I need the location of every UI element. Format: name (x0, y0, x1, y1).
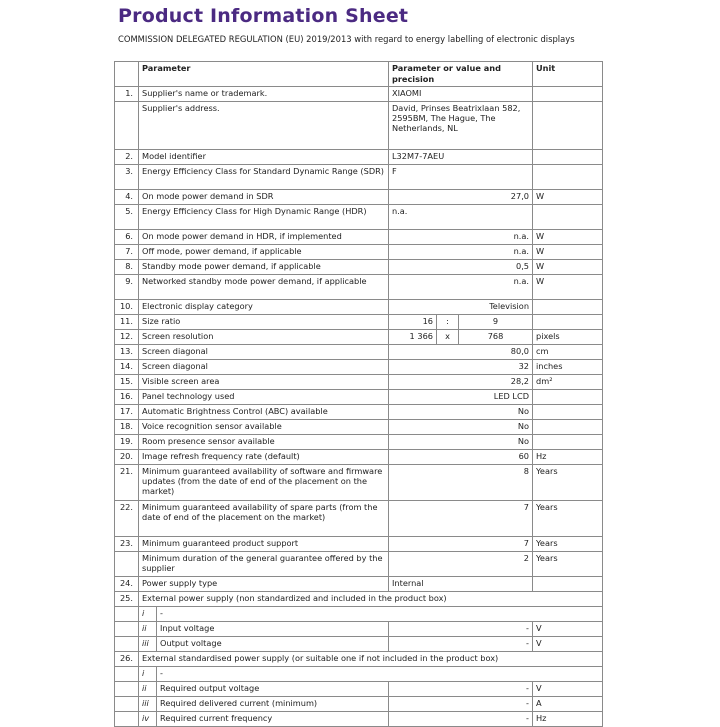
table-row (115, 360, 603, 375)
row-unit (533, 315, 603, 330)
row-parameter: On mode power demand in HDR, if implemented (139, 230, 389, 245)
header-unit: Unit (533, 62, 603, 87)
table-header-row (115, 62, 603, 87)
table-row (115, 420, 603, 435)
row-parameter: Minimum guaranteed availability of software and firmware updates (from the date of end of the placement on the market) (139, 465, 389, 501)
row-number: 24. (115, 577, 139, 592)
row-subitem: iii (139, 697, 157, 712)
row-value: - (389, 712, 533, 727)
row-parameter: Automatic Brightness Control (ABC) available (139, 405, 389, 420)
row-number: 8. (115, 260, 139, 275)
table-row (115, 450, 603, 465)
row-unit: Years (533, 537, 603, 552)
row-unit: Years (533, 465, 603, 501)
row-value: 80,0 (389, 345, 533, 360)
row-number (115, 637, 139, 652)
row-parameter: Output voltage (157, 637, 389, 652)
page-title: Product Information Sheet (118, 5, 409, 27)
table-row (115, 552, 603, 577)
row-unit (533, 420, 603, 435)
row-value: 32 (389, 360, 533, 375)
row-value: 7 (389, 537, 533, 552)
row-number (115, 552, 139, 577)
table-row (115, 435, 603, 450)
ratio-height: 9 (459, 315, 533, 330)
row-unit: W (533, 230, 603, 245)
row-unit (533, 205, 603, 230)
row-number: 18. (115, 420, 139, 435)
row-unit: cm (533, 345, 603, 360)
row-value: n.a. (389, 275, 533, 300)
row-unit (533, 435, 603, 450)
table-row (115, 667, 603, 682)
table-row (115, 345, 603, 360)
row-unit: V (533, 682, 603, 697)
table-row (115, 577, 603, 592)
row-unit: W (533, 245, 603, 260)
row-parameter: Size ratio (139, 315, 389, 330)
table-row (115, 230, 603, 245)
row-value: n.a. (389, 230, 533, 245)
row-unit (533, 102, 603, 150)
row-value: - (389, 637, 533, 652)
row-parameter: Room presence sensor available (139, 435, 389, 450)
product-info-table (114, 61, 603, 727)
row-parameter: Energy Efficiency Class for Standard Dynamic Range (SDR) (139, 165, 389, 190)
table-row (115, 405, 603, 420)
row-unit (533, 405, 603, 420)
row-parameter: Voice recognition sensor available (139, 420, 389, 435)
regulation-subtitle: COMMISSION DELEGATED REGULATION (EU) 2019/2013 with regard to energy labelling of electronic displays (118, 34, 575, 44)
row-number: 6. (115, 230, 139, 245)
row-unit: W (533, 275, 603, 300)
row-parameter: Supplier's name or trademark. (139, 87, 389, 102)
row-value: n.a. (389, 205, 533, 230)
row-unit: Years (533, 501, 603, 537)
row-parameter: External standardised power supply (or suitable one if not included in the product box) (139, 652, 603, 667)
table-row (115, 87, 603, 102)
row-value: n.a. (389, 245, 533, 260)
table-row (115, 637, 603, 652)
row-parameter: - (157, 607, 603, 622)
row-number: 13. (115, 345, 139, 360)
row-value: David, Prinses Beatrixlaan 582, 2595BM, The Hague, The Netherlands, NL (389, 102, 533, 150)
row-number: 9. (115, 275, 139, 300)
table-row (115, 697, 603, 712)
table-row (115, 205, 603, 230)
row-value: - (389, 697, 533, 712)
row-unit: Hz (533, 712, 603, 727)
row-unit (533, 165, 603, 190)
table-row (115, 682, 603, 697)
row-parameter: On mode power demand in SDR (139, 190, 389, 205)
row-parameter: - (157, 667, 603, 682)
row-number: 14. (115, 360, 139, 375)
table-row (115, 275, 603, 300)
row-number (115, 697, 139, 712)
row-value: L32M7-7AEU (389, 150, 533, 165)
row-number: 22. (115, 501, 139, 537)
row-unit: A (533, 697, 603, 712)
row-unit (533, 87, 603, 102)
row-number: 23. (115, 537, 139, 552)
row-unit: Years (533, 552, 603, 577)
row-parameter: Minimum guaranteed availability of spare parts (from the date of end of the placement on the market) (139, 501, 389, 537)
row-value: Internal (389, 577, 533, 592)
header-value: Parameter or value and precision (389, 62, 533, 87)
row-number: 25. (115, 592, 139, 607)
row-number (115, 622, 139, 637)
row-value: No (389, 420, 533, 435)
row-parameter: Supplier's address. (139, 102, 389, 150)
table-row (115, 315, 603, 330)
row-unit (533, 577, 603, 592)
row-parameter: Required output voltage (157, 682, 389, 697)
row-number: 3. (115, 165, 139, 190)
row-number: 2. (115, 150, 139, 165)
row-subitem: ii (139, 682, 157, 697)
row-parameter: Model identifier (139, 150, 389, 165)
row-number: 12. (115, 330, 139, 345)
row-unit: W (533, 260, 603, 275)
table-row (115, 537, 603, 552)
table-row (115, 300, 603, 315)
row-number: 7. (115, 245, 139, 260)
row-unit: V (533, 637, 603, 652)
row-unit: pixels (533, 330, 603, 345)
row-parameter: Screen diagonal (139, 345, 389, 360)
row-unit: Hz (533, 450, 603, 465)
row-parameter: Energy Efficiency Class for High Dynamic Range (HDR) (139, 205, 389, 230)
table-row (115, 102, 603, 150)
row-value: LED LCD (389, 390, 533, 405)
row-number (115, 607, 139, 622)
resolution-separator: x (437, 330, 459, 345)
row-unit: V (533, 622, 603, 637)
row-value: 7 (389, 501, 533, 537)
table-row (115, 165, 603, 190)
row-parameter: Input voltage (157, 622, 389, 637)
row-subitem: i (139, 607, 157, 622)
row-subitem: i (139, 667, 157, 682)
row-value: 8 (389, 465, 533, 501)
row-parameter: Visible screen area (139, 375, 389, 390)
row-unit (533, 300, 603, 315)
row-number (115, 102, 139, 150)
table-row (115, 607, 603, 622)
row-number: 16. (115, 390, 139, 405)
product-information-sheet (108, 0, 608, 723)
row-unit: dm² (533, 375, 603, 390)
row-parameter: Standby mode power demand, if applicable (139, 260, 389, 275)
table-row (115, 592, 603, 607)
row-value: 2 (389, 552, 533, 577)
row-parameter: Required delivered current (minimum) (157, 697, 389, 712)
row-parameter: Off mode, power demand, if applicable (139, 245, 389, 260)
ratio-separator: : (437, 315, 459, 330)
table-row (115, 190, 603, 205)
row-unit (533, 390, 603, 405)
row-number: 21. (115, 465, 139, 501)
table-row (115, 330, 603, 345)
row-parameter: Minimum guaranteed product support (139, 537, 389, 552)
table-row (115, 260, 603, 275)
resolution-height: 768 (459, 330, 533, 345)
row-number: 15. (115, 375, 139, 390)
header-parameter: Parameter (139, 62, 389, 87)
row-number: 5. (115, 205, 139, 230)
row-number: 1. (115, 87, 139, 102)
row-value: No (389, 435, 533, 450)
row-value: - (389, 622, 533, 637)
row-parameter: Panel technology used (139, 390, 389, 405)
row-value: Television (389, 300, 533, 315)
table-row (115, 622, 603, 637)
table-row (115, 712, 603, 727)
row-number (115, 712, 139, 727)
table-row (115, 245, 603, 260)
row-parameter: Minimum duration of the general guarantee offered by the supplier (139, 552, 389, 577)
row-subitem: iv (139, 712, 157, 727)
row-value: 27,0 (389, 190, 533, 205)
row-parameter: Networked standby mode power demand, if applicable (139, 275, 389, 300)
row-number: 11. (115, 315, 139, 330)
resolution-width: 1 366 (389, 330, 437, 345)
row-value: No (389, 405, 533, 420)
table-row (115, 465, 603, 501)
row-number: 10. (115, 300, 139, 315)
row-parameter: External power supply (non standardized and included in the product box) (139, 592, 603, 607)
table-row (115, 501, 603, 537)
row-parameter: Power supply type (139, 577, 389, 592)
row-subitem: ii (139, 622, 157, 637)
row-parameter: Electronic display category (139, 300, 389, 315)
table-row (115, 390, 603, 405)
row-value: XIAOMI (389, 87, 533, 102)
row-value: 0,5 (389, 260, 533, 275)
row-unit: W (533, 190, 603, 205)
row-parameter: Required current frequency (157, 712, 389, 727)
header-number (115, 62, 139, 87)
row-number: 17. (115, 405, 139, 420)
row-number: 4. (115, 190, 139, 205)
row-number: 20. (115, 450, 139, 465)
table-row (115, 375, 603, 390)
row-unit: inches (533, 360, 603, 375)
table-row (115, 652, 603, 667)
row-number (115, 682, 139, 697)
row-value: F (389, 165, 533, 190)
row-subitem: iii (139, 637, 157, 652)
row-number: 26. (115, 652, 139, 667)
row-value: 28,2 (389, 375, 533, 390)
row-parameter: Screen diagonal (139, 360, 389, 375)
row-parameter: Image refresh frequency rate (default) (139, 450, 389, 465)
ratio-width: 16 (389, 315, 437, 330)
row-parameter: Screen resolution (139, 330, 389, 345)
row-number (115, 667, 139, 682)
row-unit (533, 150, 603, 165)
row-value: 60 (389, 450, 533, 465)
row-number: 19. (115, 435, 139, 450)
row-value: - (389, 682, 533, 697)
table-row (115, 150, 603, 165)
